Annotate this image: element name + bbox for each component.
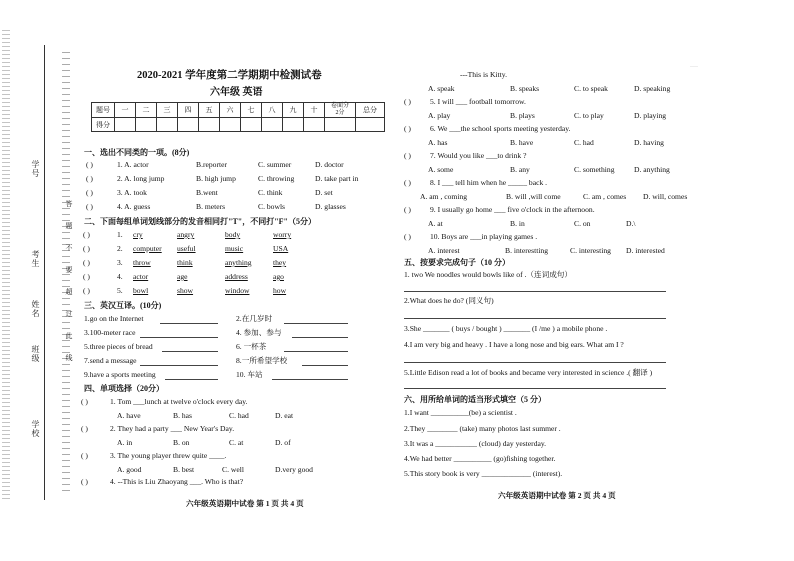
section5-heading: 五、按要求完成句子（10 分）: [404, 258, 510, 267]
answer-bracket[interactable]: ( ): [404, 151, 411, 160]
translate-item: 3.100-meter race: [84, 328, 136, 337]
score-header-cell: 总分: [356, 103, 385, 118]
option-text: 1. A. actor: [117, 160, 149, 169]
score-header-cell: 五: [199, 103, 220, 118]
word-c: music: [225, 244, 244, 253]
word-a: cry: [133, 230, 143, 239]
answer-bracket[interactable]: ( ): [86, 202, 93, 211]
question-text: 6. We ___the school sports meeting yesterday.: [430, 124, 571, 133]
binding-warning-8: 线: [65, 354, 73, 362]
option-d: D.very good: [275, 465, 313, 474]
score-table: [91, 102, 385, 132]
option-c: C. well: [222, 465, 244, 474]
option-text: C. summer: [258, 160, 292, 169]
answer-line[interactable]: [404, 362, 666, 363]
word-d: how: [273, 286, 287, 295]
fill-item: 4.We had better __________ (go)fishing together.: [404, 454, 556, 463]
rewrite-item: 2.What does he do? (同义句): [404, 296, 494, 305]
score-input-cell[interactable]: [262, 118, 283, 132]
option-text: C. bowls: [258, 202, 286, 211]
score-header-cell: 十: [304, 103, 325, 118]
score-input-cell[interactable]: [136, 118, 157, 132]
option-b: B. best: [173, 465, 195, 474]
score-input-cell[interactable]: [115, 118, 136, 132]
answer-bracket[interactable]: ( ): [83, 244, 90, 253]
option-c: C. am , comes: [583, 192, 627, 201]
answer-line[interactable]: [272, 379, 348, 380]
binding-warning-1: 答: [65, 200, 73, 208]
answer-bracket[interactable]: ( ): [81, 397, 88, 406]
score-input-cell[interactable]: [356, 118, 385, 132]
answer-bracket[interactable]: ( ): [404, 178, 411, 187]
section1-heading: 一、选出不同类的一项。(8分): [84, 148, 190, 157]
answer-bracket[interactable]: ( ): [404, 124, 411, 133]
answer-bracket[interactable]: ( ): [83, 258, 90, 267]
question-continuation: ---This is Kitty.: [460, 70, 507, 79]
option-c: C. to speak: [574, 84, 608, 93]
option-b: B. interestting: [505, 246, 549, 255]
option-b: B. plays: [510, 111, 535, 120]
score-row-label: 得分: [92, 118, 115, 132]
binding-label-school: 学校: [31, 420, 40, 438]
option-d: D. speaking: [634, 84, 671, 93]
score-header-cell: 八: [262, 103, 283, 118]
word-c: address: [225, 272, 248, 281]
answer-line[interactable]: [404, 388, 666, 389]
item-number: 1.: [117, 230, 123, 239]
question-text: 7. Would you like ___to drink ?: [430, 151, 527, 160]
translate-item: 9.have a sports meeting: [84, 370, 156, 379]
option-text: B. high jump: [196, 174, 236, 183]
word-a: computer: [133, 244, 162, 253]
word-b: angry: [177, 230, 195, 239]
answer-line[interactable]: [284, 351, 348, 352]
word-b: age: [177, 272, 188, 281]
word-a: bowl: [133, 286, 149, 295]
word-b: show: [177, 286, 194, 295]
question-text: 1. Tom ___lunch at twelve o'clock every day.: [110, 397, 248, 406]
option-a: A. has: [428, 138, 448, 147]
option-a: A. at: [428, 219, 443, 228]
translate-item: 1.go on the Internet: [84, 314, 144, 323]
answer-bracket[interactable]: ( ): [404, 205, 411, 214]
section6-heading: 六、用所给单词的适当形式填空（5 分）: [404, 395, 546, 404]
option-text: C. think: [258, 188, 283, 197]
option-d: D. will, comes: [643, 192, 688, 201]
page-footer-right: 六年级英语期中试卷 第 2 页 共 4 页: [498, 491, 616, 500]
option-c: C. interesting: [570, 246, 611, 255]
answer-line[interactable]: [165, 379, 218, 380]
option-text: 3. A. took: [117, 188, 147, 197]
score-header-cell: 三: [157, 103, 178, 118]
option-text: B. meters: [196, 202, 226, 211]
page-footer-left: 六年级英语期中试卷 第 1 页 共 4 页: [186, 499, 304, 508]
score-header-cell: 七: [241, 103, 262, 118]
score-header-cell: 二: [136, 103, 157, 118]
rewrite-item: 4.I am very big and heavy . I have a long nose and big ears. What am I ?: [404, 340, 624, 349]
option-d: D. playing: [634, 111, 667, 120]
score-input-cell[interactable]: [157, 118, 178, 132]
answer-line[interactable]: [162, 351, 218, 352]
scan-edge-strip: [2, 30, 10, 500]
exam-title: 2020-2021 学年度第二学期期中检测试卷: [137, 70, 322, 81]
option-text: B.went: [196, 188, 218, 197]
option-c: C. had: [574, 138, 594, 147]
option-b: B. speaks: [510, 84, 540, 93]
option-text: D. set: [315, 188, 333, 197]
answer-line[interactable]: [284, 323, 348, 324]
score-header-cell: 一: [115, 103, 136, 118]
exam-subtitle: 六年级 英语: [210, 87, 263, 98]
fill-item: 5.This story book is very _____________ (interest).: [404, 469, 563, 478]
score-input-cell[interactable]: [283, 118, 304, 132]
word-c: anything: [225, 258, 252, 267]
answer-bracket[interactable]: ( ): [83, 286, 90, 295]
translate-item: 4. 参加、参与: [236, 328, 282, 337]
binding-label-class: 班级: [31, 345, 40, 363]
word-d: USA: [273, 244, 289, 253]
question-text: 4. --This is Liu Zhaoyang ___. Who is that?: [110, 477, 244, 486]
option-text: D. take part in: [315, 174, 359, 183]
score-input-cell[interactable]: [199, 118, 220, 132]
answer-line[interactable]: [160, 323, 218, 324]
option-text: B.reporter: [196, 160, 227, 169]
translate-item: 2.在几岁时: [236, 314, 273, 323]
word-b: useful: [177, 244, 196, 253]
answer-line[interactable]: [302, 365, 348, 366]
answer-bracket[interactable]: ( ): [86, 160, 93, 169]
answer-line[interactable]: [292, 337, 348, 338]
score-header-cell: 卷面分 2分: [325, 103, 356, 118]
word-c: window: [225, 286, 250, 295]
translate-item: 8.一所希望学校: [236, 356, 288, 365]
fill-item: 1.I want __________(be) a scientist .: [404, 408, 517, 417]
option-b: B. any: [510, 165, 530, 174]
answer-bracket[interactable]: ( ): [81, 451, 88, 460]
option-d: D. anything: [634, 165, 670, 174]
option-c: C. at: [229, 438, 244, 447]
section2-heading: 二、下面每组单词划线部分的发音相同打"T"，不同打"F"（5分）: [84, 217, 316, 226]
option-a: A. good: [117, 465, 142, 474]
score-input-cell[interactable]: [325, 118, 356, 132]
answer-bracket[interactable]: ( ): [83, 272, 90, 281]
option-b: B. will ,will come: [506, 192, 561, 201]
item-number: 4.: [117, 272, 123, 281]
option-a: A. some: [428, 165, 454, 174]
question-text: 3. The young player threw quite ____.: [110, 451, 227, 460]
answer-bracket[interactable]: ( ): [86, 188, 93, 197]
binding-label-student-no: 学号: [31, 160, 40, 178]
answer-bracket[interactable]: ( ): [86, 174, 93, 183]
translate-item: 6. 一杯茶: [236, 342, 267, 351]
answer-bracket[interactable]: ( ): [404, 97, 411, 106]
item-number: 3.: [117, 258, 123, 267]
option-b: B. has: [173, 411, 192, 420]
question-text: 8. I ___ tell him when he _____ back .: [430, 178, 548, 187]
fill-item: 3.It was a ___________ (cloud) day yesterday.: [404, 439, 547, 448]
option-b: B. in: [510, 219, 525, 228]
option-b: B. have: [510, 138, 534, 147]
rewrite-item: 1. two We noodles would bowls like of .（连词成句）: [404, 270, 572, 279]
score-header-cell: 题号: [92, 103, 115, 118]
binding-warning-3: 不: [65, 244, 73, 252]
option-d: D.\: [626, 219, 636, 228]
option-text: D. doctor: [315, 160, 344, 169]
score-input-cell[interactable]: [220, 118, 241, 132]
translate-item: 10. 车站: [236, 370, 263, 379]
answer-bracket[interactable]: ( ): [83, 230, 90, 239]
binding-warning-7: 此: [65, 332, 73, 340]
answer-line[interactable]: [140, 365, 218, 366]
binding-warning-6: 过: [65, 310, 73, 318]
answer-line[interactable]: [140, 337, 218, 338]
question-text: 5. I will ___ football tomorrow.: [430, 97, 526, 106]
answer-line[interactable]: [404, 318, 666, 319]
score-input-cell[interactable]: [178, 118, 199, 132]
score-input-cell[interactable]: [304, 118, 325, 132]
option-d: D. interested: [626, 246, 665, 255]
item-number: 5.: [117, 286, 123, 295]
answer-line[interactable]: [404, 291, 666, 292]
option-b: B. on: [173, 438, 190, 447]
fill-item: 2.They ________ (take) many photos last summer .: [404, 424, 561, 433]
option-a: A. speak: [428, 84, 455, 93]
word-d: worry: [273, 230, 292, 239]
option-text: D. glasses: [315, 202, 346, 211]
binding-line: [44, 45, 45, 500]
question-text: 10. Boys are ___in playing games .: [430, 232, 538, 241]
translate-item: 7.send a message: [84, 356, 137, 365]
answer-bracket[interactable]: ( ): [81, 477, 88, 486]
answer-bracket[interactable]: ( ): [404, 232, 411, 241]
option-text: C. throwing: [258, 174, 295, 183]
option-a: A. play: [428, 111, 451, 120]
binding-label-name: 姓名: [31, 300, 40, 318]
binding-warning-2: 题: [65, 222, 73, 230]
option-text: 2. A. long jump: [117, 174, 165, 183]
option-c: C. had: [229, 411, 249, 420]
binding-label-examinee: 考生: [31, 250, 40, 268]
option-c: C. on: [574, 219, 591, 228]
word-a: actor: [133, 272, 149, 281]
option-text: 4. A. guess: [117, 202, 151, 211]
word-b: think: [177, 258, 193, 267]
option-d: D. having: [634, 138, 664, 147]
section3-heading: 三、英汉互译。(10分): [84, 301, 162, 310]
rewrite-item: 3.She _______ ( buys / bought ) _______ (I /me ) a mobile phone .: [404, 324, 608, 333]
item-number: 2.: [117, 244, 123, 253]
option-a: A. in: [117, 438, 133, 447]
word-d: ago: [273, 272, 284, 281]
option-a: A. am , coming: [420, 192, 468, 201]
word-a: throw: [133, 258, 151, 267]
section4-heading: 四、单项选择（20分）: [84, 384, 164, 393]
option-c: C. to play: [574, 111, 604, 120]
score-header-cell: 四: [178, 103, 199, 118]
question-text: 9. I usually go home ___ five o'clock in the afternoon.: [430, 205, 595, 214]
word-c: body: [225, 230, 241, 239]
rewrite-item: 5.Little Edison read a lot of books and became very interested in science .( 翻译 ): [404, 368, 653, 377]
option-a: A. have: [117, 411, 141, 420]
scan-mark: [690, 66, 698, 67]
question-text: 2. They had a party ___ New Year's Day.: [110, 424, 235, 433]
binding-warning-4: 要: [65, 266, 73, 274]
option-c: C. something: [574, 165, 615, 174]
binding-warning-5: 超: [65, 288, 73, 296]
score-header-cell: 六: [220, 103, 241, 118]
word-d: they: [273, 258, 287, 267]
option-d: D. of: [275, 438, 291, 447]
answer-bracket[interactable]: ( ): [81, 424, 88, 433]
option-a: A. interest: [428, 246, 460, 255]
score-header-cell: 九: [283, 103, 304, 118]
option-d: D. eat: [275, 411, 294, 420]
score-input-cell[interactable]: [241, 118, 262, 132]
translate-item: 5.three pieces of bread: [84, 342, 153, 351]
